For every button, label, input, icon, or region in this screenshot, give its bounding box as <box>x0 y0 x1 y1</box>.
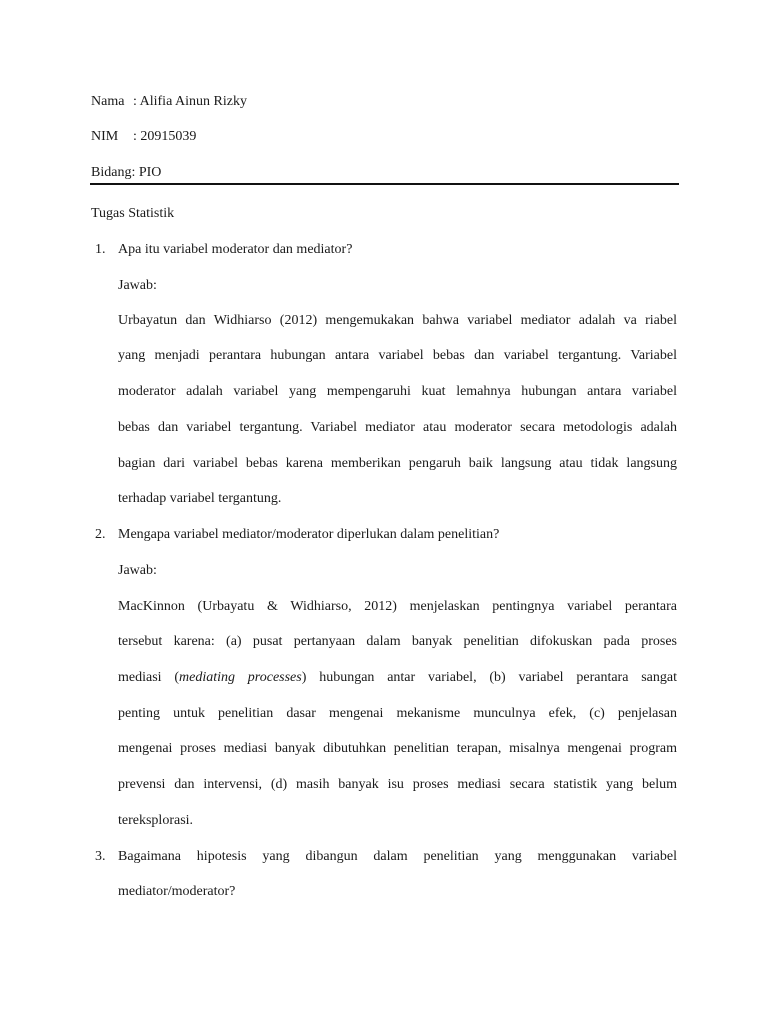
answer-1-line: terhadap variabel tergantung. <box>118 491 282 506</box>
answer-1-line: Urbayatun dan Widhiarso (2012) mengemukakan bahwa variabel mediator adalah va riabel <box>118 313 677 328</box>
question-3-number: 3. <box>95 849 106 864</box>
question-1-text: Apa itu variabel moderator dan mediator? <box>118 242 353 257</box>
question-2-text: Mengapa variabel mediator/moderator diperlukan dalam penelitian? <box>118 527 500 542</box>
question-2-answer-label: Jawab: <box>118 563 157 578</box>
field-value: PIO <box>138 165 162 180</box>
name-separator: : <box>133 94 137 109</box>
nim-row <box>91 129 196 145</box>
field-label: Bidang <box>91 165 132 180</box>
answer-2-text: mediasi ( <box>118 670 180 685</box>
answer-2-line: mengenai proses mediasi banyak dibutuhkan penelitian terapan, misalnya mengenai program <box>118 741 677 756</box>
answer-2-line: tereksplorasi. <box>118 813 194 828</box>
name-label: Nama <box>91 94 125 109</box>
answer-1-line: yang menjadi perantara hubungan antara variabel bebas dan variabel tergantung. Variabel <box>118 348 677 363</box>
question-1-number: 1. <box>95 242 106 257</box>
question-3-text: mediator/moderator? <box>118 884 236 899</box>
field-separator: : <box>131 165 136 180</box>
nim-label: NIM <box>91 129 119 144</box>
nim-separator: : <box>133 129 137 144</box>
answer-2-line: MacKinnon (Urbayatu & Widhiarso, 2012) menjelaskan pentingnya variabel perantara <box>118 599 677 614</box>
answer-1-line: bagian dari variabel bebas karena memberikan pengaruh baik langsung atau tidak langsung <box>118 456 677 471</box>
name-row <box>91 94 247 110</box>
answer-2-text: ) hubungan antar variabel, (b) variabel perantara sangat <box>301 670 677 685</box>
name-value: Alifia Ainun Rizky <box>139 94 247 109</box>
answer-2-italic-term: mediating processes <box>179 670 302 685</box>
document-title: Tugas Statistik <box>91 206 175 221</box>
answer-2-line: tersebut karena: (a) pusat pertanyaan dalam banyak penelitian difokuskan pada proses <box>118 634 677 649</box>
answer-1-line: bebas dan variabel tergantung. Variabel mediator atau moderator secara metodologis adalah <box>118 420 677 435</box>
answer-1-line: moderator adalah variabel yang mempengaruhi kuat lemahnya hubungan antara variabel <box>118 384 677 399</box>
answer-2-line: penting untuk penelitian dasar mengenai mekanisme munculnya efek, (c) penjelasan <box>118 706 677 721</box>
answer-2-line: prevensi dan intervensi, (d) masih banyak isu proses mediasi secara statistik yang belum <box>118 777 677 792</box>
question-2-number: 2. <box>95 527 106 542</box>
answer-2-line <box>118 669 677 687</box>
question-3-text: Bagaimana hipotesis yang dibangun dalam penelitian yang menggunakan variabel <box>118 849 677 864</box>
field-row <box>91 165 161 181</box>
question-1-answer-label: Jawab: <box>118 278 157 293</box>
nim-value: 20915039 <box>140 129 197 144</box>
header-divider <box>90 183 679 185</box>
